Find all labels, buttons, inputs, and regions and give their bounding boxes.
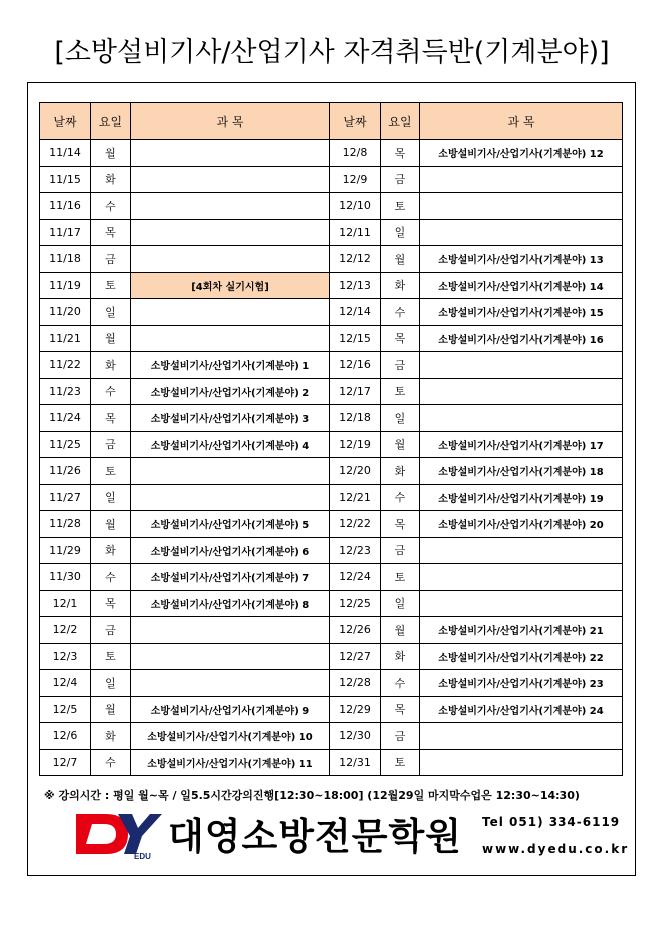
subject-cell: [420, 537, 623, 564]
date-cell: 11/15: [40, 166, 91, 193]
table-row: [40, 749, 623, 776]
subject-cell: 소방설비기사/산업기사(기계분야) 10: [131, 723, 330, 750]
table-header-row: [40, 103, 623, 140]
table-row: [40, 484, 623, 511]
date-cell: 12/30: [330, 723, 381, 750]
day-cell: 월: [91, 696, 131, 723]
day-cell: 토: [381, 564, 420, 591]
subject-cell: [131, 193, 330, 220]
table-row: [40, 431, 623, 458]
date-cell: 11/27: [40, 484, 91, 511]
date-cell: 12/2: [40, 617, 91, 644]
date-cell: 12/22: [330, 511, 381, 538]
dy-logo: [72, 808, 162, 860]
table-row: [40, 458, 623, 485]
date-cell: 11/25: [40, 431, 91, 458]
header-day: 요일: [381, 103, 420, 140]
day-cell: 화: [91, 352, 131, 379]
subject-cell: 소방설비기사/산업기사(기계분야) 3: [131, 405, 330, 432]
subject-cell: 소방설비기사/산업기사(기계분야) 23: [420, 670, 623, 697]
date-cell: 12/28: [330, 670, 381, 697]
date-cell: 12/24: [330, 564, 381, 591]
subject-cell: 소방설비기사/산업기사(기계분야) 18: [420, 458, 623, 485]
header-date: 날짜: [40, 103, 91, 140]
day-cell: 토: [91, 458, 131, 485]
date-cell: 11/28: [40, 511, 91, 538]
day-cell: 금: [91, 246, 131, 273]
date-cell: 11/29: [40, 537, 91, 564]
day-cell: 금: [91, 431, 131, 458]
date-cell: 12/27: [330, 643, 381, 670]
day-cell: 금: [381, 166, 420, 193]
table-row: [40, 511, 623, 538]
day-cell: 토: [91, 643, 131, 670]
day-cell: 월: [381, 431, 420, 458]
academy-name: 대영소방전문학원: [168, 815, 462, 858]
subject-cell: [420, 723, 623, 750]
subject-cell: [131, 617, 330, 644]
day-cell: 토: [381, 378, 420, 405]
subject-cell: [131, 246, 330, 273]
table-row: [40, 352, 623, 379]
day-cell: 목: [91, 405, 131, 432]
day-cell: 화: [91, 537, 131, 564]
subject-cell: [420, 193, 623, 220]
date-cell: 12/19: [330, 431, 381, 458]
subject-cell: 소방설비기사/산업기사(기계분야) 2: [131, 378, 330, 405]
date-cell: 12/16: [330, 352, 381, 379]
subject-cell: [131, 219, 330, 246]
subject-cell: [131, 643, 330, 670]
day-cell: 월: [91, 325, 131, 352]
table-row: [40, 564, 623, 591]
date-cell: 11/24: [40, 405, 91, 432]
subject-cell: [131, 299, 330, 326]
day-cell: 토: [381, 749, 420, 776]
table-row: [40, 405, 623, 432]
day-cell: 수: [91, 378, 131, 405]
table-row: [40, 590, 623, 617]
subject-cell: [131, 484, 330, 511]
day-cell: 목: [381, 325, 420, 352]
date-cell: 12/3: [40, 643, 91, 670]
day-cell: 금: [91, 617, 131, 644]
subject-cell: [420, 564, 623, 591]
date-cell: 12/29: [330, 696, 381, 723]
day-cell: 일: [91, 670, 131, 697]
day-cell: 목: [381, 140, 420, 167]
date-cell: 12/26: [330, 617, 381, 644]
subject-cell: 소방설비기사/산업기사(기계분야) 19: [420, 484, 623, 511]
subject-cell: 소방설비기사/산업기사(기계분야) 15: [420, 299, 623, 326]
date-cell: 11/19: [40, 272, 91, 299]
table-row: [40, 299, 623, 326]
subject-cell: 소방설비기사/산업기사(기계분야) 20: [420, 511, 623, 538]
day-cell: 일: [381, 219, 420, 246]
header-subject: 과 목: [131, 103, 330, 140]
date-cell: 11/17: [40, 219, 91, 246]
subject-cell: [131, 140, 330, 167]
day-cell: 금: [381, 352, 420, 379]
date-cell: 12/1: [40, 590, 91, 617]
day-cell: 수: [381, 299, 420, 326]
subject-cell: [4회차 실기시험]: [131, 272, 330, 299]
day-cell: 화: [381, 272, 420, 299]
date-cell: 12/25: [330, 590, 381, 617]
subject-cell: [131, 325, 330, 352]
day-cell: 수: [381, 670, 420, 697]
day-cell: 일: [381, 405, 420, 432]
subject-cell: 소방설비기사/산업기사(기계분야) 7: [131, 564, 330, 591]
table-row: [40, 193, 623, 220]
day-cell: 화: [91, 723, 131, 750]
subject-cell: 소방설비기사/산업기사(기계분야) 6: [131, 537, 330, 564]
subject-cell: 소방설비기사/산업기사(기계분야) 5: [131, 511, 330, 538]
subject-cell: 소방설비기사/산업기사(기계분야) 17: [420, 431, 623, 458]
subject-cell: 소방설비기사/산업기사(기계분야) 11: [131, 749, 330, 776]
subject-cell: 소방설비기사/산업기사(기계분야) 4: [131, 431, 330, 458]
subject-cell: 소방설비기사/산업기사(기계분야) 16: [420, 325, 623, 352]
subject-cell: [420, 749, 623, 776]
table-row: [40, 246, 623, 273]
table-row: [40, 219, 623, 246]
date-cell: 11/26: [40, 458, 91, 485]
day-cell: 화: [381, 643, 420, 670]
date-cell: 12/6: [40, 723, 91, 750]
table-row: [40, 723, 623, 750]
header-subject: 과 목: [420, 103, 623, 140]
header-day: 요일: [91, 103, 131, 140]
table-row: [40, 378, 623, 405]
table-row: [40, 617, 623, 644]
subject-cell: 소방설비기사/산업기사(기계분야) 1: [131, 352, 330, 379]
date-cell: 11/14: [40, 140, 91, 167]
subject-cell: 소방설비기사/산업기사(기계분야) 13: [420, 246, 623, 273]
subject-cell: [420, 378, 623, 405]
date-cell: 12/21: [330, 484, 381, 511]
academy-tel: Tel 051) 334-6119: [482, 815, 621, 829]
table-row: [40, 140, 623, 167]
day-cell: 수: [91, 193, 131, 220]
subject-cell: [420, 405, 623, 432]
header-date: 날짜: [330, 103, 381, 140]
subject-cell: [420, 166, 623, 193]
day-cell: 수: [91, 749, 131, 776]
date-cell: 12/8: [330, 140, 381, 167]
date-cell: 12/20: [330, 458, 381, 485]
day-cell: 토: [91, 272, 131, 299]
date-cell: 12/31: [330, 749, 381, 776]
date-cell: 12/5: [40, 696, 91, 723]
schedule-table: [39, 102, 623, 776]
date-cell: 11/23: [40, 378, 91, 405]
day-cell: 월: [91, 511, 131, 538]
date-cell: 12/9: [330, 166, 381, 193]
subject-cell: [420, 590, 623, 617]
date-cell: 12/17: [330, 378, 381, 405]
date-cell: 12/7: [40, 749, 91, 776]
table-row: [40, 670, 623, 697]
subject-cell: [131, 670, 330, 697]
day-cell: 금: [381, 537, 420, 564]
subject-cell: 소방설비기사/산업기사(기계분야) 24: [420, 696, 623, 723]
logo-d-shape: [76, 814, 128, 854]
date-cell: 11/22: [40, 352, 91, 379]
date-cell: 12/23: [330, 537, 381, 564]
day-cell: 토: [381, 193, 420, 220]
subject-cell: [131, 166, 330, 193]
day-cell: 금: [381, 723, 420, 750]
subject-cell: 소방설비기사/산업기사(기계분야) 14: [420, 272, 623, 299]
day-cell: 화: [381, 458, 420, 485]
day-cell: 목: [381, 511, 420, 538]
table-row: [40, 537, 623, 564]
subject-cell: 소방설비기사/산업기사(기계분야) 9: [131, 696, 330, 723]
subject-cell: [131, 458, 330, 485]
date-cell: 12/11: [330, 219, 381, 246]
day-cell: 목: [91, 219, 131, 246]
day-cell: 일: [91, 299, 131, 326]
date-cell: 11/30: [40, 564, 91, 591]
day-cell: 월: [381, 246, 420, 273]
day-cell: 수: [91, 564, 131, 591]
table-row: [40, 643, 623, 670]
table-row: [40, 166, 623, 193]
subject-cell: 소방설비기사/산업기사(기계분야) 12: [420, 140, 623, 167]
day-cell: 목: [381, 696, 420, 723]
day-cell: 월: [381, 617, 420, 644]
table-row: [40, 696, 623, 723]
page-title: [소방설비기사/산업기사 자격취득반(기계분야)]: [54, 37, 610, 68]
logo-sub-text: EDU: [134, 852, 151, 860]
table-row: [40, 325, 623, 352]
date-cell: 12/14: [330, 299, 381, 326]
date-cell: 12/12: [330, 246, 381, 273]
subject-cell: [420, 352, 623, 379]
day-cell: 월: [91, 140, 131, 167]
date-cell: 11/18: [40, 246, 91, 273]
date-cell: 12/18: [330, 405, 381, 432]
date-cell: 11/20: [40, 299, 91, 326]
day-cell: 목: [91, 590, 131, 617]
day-cell: 수: [381, 484, 420, 511]
date-cell: 11/16: [40, 193, 91, 220]
table-row: [40, 272, 623, 299]
date-cell: 12/15: [330, 325, 381, 352]
day-cell: 화: [91, 166, 131, 193]
subject-cell: 소방설비기사/산업기사(기계분야) 22: [420, 643, 623, 670]
subject-cell: [420, 219, 623, 246]
date-cell: 12/10: [330, 193, 381, 220]
date-cell: 11/21: [40, 325, 91, 352]
subject-cell: 소방설비기사/산업기사(기계분야) 8: [131, 590, 330, 617]
date-cell: 12/4: [40, 670, 91, 697]
academy-website[interactable]: www.dyedu.co.kr: [482, 842, 630, 856]
date-cell: 12/13: [330, 272, 381, 299]
subject-cell: 소방설비기사/산업기사(기계분야) 21: [420, 617, 623, 644]
day-cell: 일: [91, 484, 131, 511]
day-cell: 일: [381, 590, 420, 617]
lecture-time-note: ※ 강의시간 : 평일 월~목 / 일5.5시간강의진행[12:30~18:00] (12월29일 마지막수업은 12:30~14:30): [44, 789, 580, 802]
